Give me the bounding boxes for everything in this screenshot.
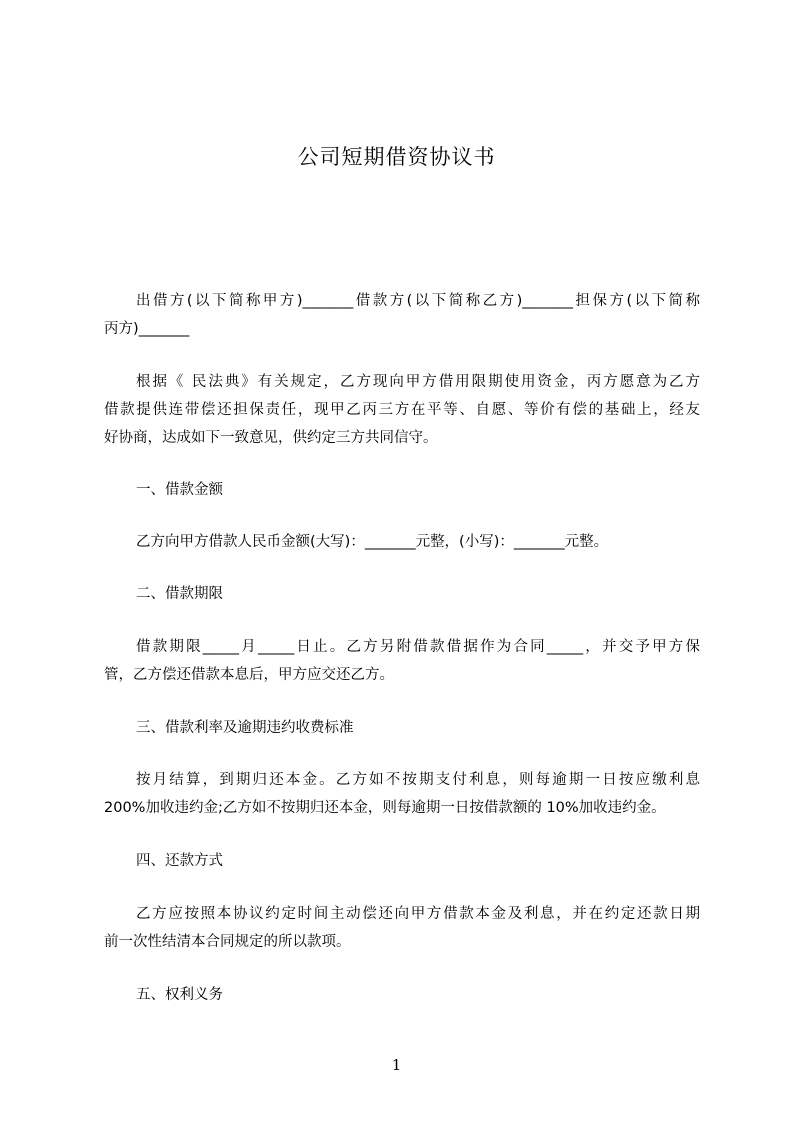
section-body-interest-rate bbox=[104, 766, 700, 822]
section-heading-repayment-method: 四、还款方式 bbox=[136, 853, 223, 869]
section-line: 乙方应按照本协议约定时间主动偿还向甲方借款本金及利息，并在约定还款日期 bbox=[136, 906, 700, 922]
section-heading-loan-term: 二、借款期限 bbox=[136, 586, 223, 602]
preamble-line-2: 借款提供连带偿还担保责任，现甲乙丙三方在平等、自愿、等价有偿的基础上，经友 bbox=[104, 402, 700, 418]
section-line: 前一次性结清本合同规定的所以款项。 bbox=[104, 934, 351, 950]
section-line: 200%加收违约金;乙方如不按期归还本金，则每逾期一日按借款额的 10%加收违约金。 bbox=[104, 800, 666, 816]
preamble-paragraph bbox=[104, 368, 700, 452]
document-title: 公司短期借资协议书 bbox=[297, 145, 496, 169]
section-heading-loan-amount: 一、借款金额 bbox=[136, 482, 223, 498]
section-heading-interest-rate: 三、借款利率及逾期违约收费标准 bbox=[136, 720, 354, 736]
section-line: 按月结算，到期归还本金。乙方如不按期支付利息，则每逾期一日按应缴利息 bbox=[136, 772, 700, 788]
section-line: 借款期限_____月_____日止。乙方另附借款借据作为合同_____，并交予甲方保 bbox=[136, 639, 700, 655]
section-body-loan-term bbox=[104, 633, 700, 689]
parties-paragraph bbox=[104, 287, 700, 343]
section-heading-rights-obligations: 五、权利义务 bbox=[136, 987, 223, 1003]
section-body-loan-amount bbox=[104, 528, 700, 556]
parties-line-1: 出借方(以下简称甲方)_______借款方(以下简称乙方)_______担保方(以下简称 bbox=[136, 293, 700, 309]
parties-line-2: 丙方)_______ bbox=[104, 321, 190, 337]
section-line: 管，乙方偿还借款本息后，甲方应交还乙方。 bbox=[104, 667, 394, 683]
preamble-line-1: 根据《 民法典》有关规定，乙方现向甲方借用限期使用资金，丙方愿意为乙方 bbox=[136, 374, 700, 390]
section-body-repayment-method bbox=[104, 900, 700, 956]
section-line: 乙方向甲方借款人民币金额(大写)：_______元整，(小写)：_______元整。 bbox=[136, 534, 609, 550]
preamble-line-3: 好协商，达成如下一致意见，供约定三方共同信守。 bbox=[104, 430, 438, 446]
page-number: 1 bbox=[391, 1056, 402, 1074]
